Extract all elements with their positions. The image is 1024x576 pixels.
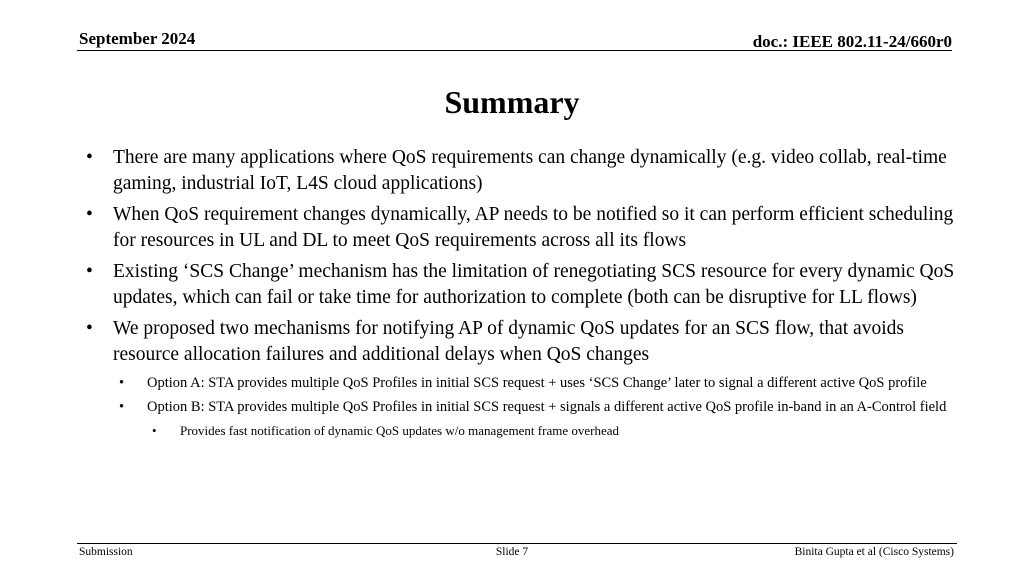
bullet-icon: • (119, 399, 125, 415)
bullet-item (84, 145, 964, 197)
sub-bullet-text: Option B: STA provides multiple QoS Profiles in initial SCS request + signals a different active QoS profile in-band in an A-Control field (147, 399, 947, 415)
sub-bullet-item (117, 397, 964, 418)
sub-bullet-item (117, 373, 964, 394)
bullet-icon: • (119, 375, 125, 391)
slide-title: Summary (444, 84, 580, 120)
footer-author: Binita Gupta et al (Cisco Systems) (794, 546, 954, 558)
bullet-icon: • (152, 423, 157, 438)
sub-sub-bullet-item (150, 421, 964, 440)
bullet-text: We proposed two mechanisms for notifying AP of dynamic QoS updates for an SCS flow, that avoids resource allocation failures and additional delays when QoS changes (113, 318, 904, 365)
slide-body (84, 145, 964, 440)
bullet-text: Existing ‘SCS Change’ mechanism has the limitation of renegotiating SCS resource for every dynamic QoS updates, which can fail or take time for authorization to complete (both can be disruptive for LL flows) (113, 261, 955, 308)
bullet-icon: • (86, 318, 93, 339)
bullet-text: There are many applications where QoS requirements can change dynamically (e.g. video collab, real-time gaming, industrial IoT, L4S cloud applications) (113, 147, 947, 194)
sub-bullet-text: Option A: STA provides multiple QoS Profiles in initial SCS request + uses ‘SCS Change’ later to signal a different active QoS profile (147, 375, 927, 391)
sub-sub-bullet-text: Provides fast notification of dynamic QoS updates w/o management frame overhead (180, 423, 619, 438)
header-date: September 2024 (79, 29, 196, 48)
bullet-text: When QoS requirement changes dynamically, AP needs to be notified so it can perform efficient scheduling for resources in UL and DL to meet QoS requirements across all its flows (113, 204, 954, 251)
bullet-item (84, 202, 964, 254)
bullet-icon: • (86, 261, 93, 282)
footer-divider (77, 543, 957, 544)
bullet-icon: • (86, 147, 93, 168)
header-divider (77, 50, 952, 51)
bullet-icon: • (86, 204, 93, 225)
footer-submission: Submission (79, 546, 133, 558)
bullet-item (84, 316, 964, 368)
bullet-item (84, 259, 964, 311)
footer-slide-number: Slide 7 (495, 546, 529, 558)
header-doc-id: doc.: IEEE 802.11-24/660r0 (752, 32, 952, 51)
